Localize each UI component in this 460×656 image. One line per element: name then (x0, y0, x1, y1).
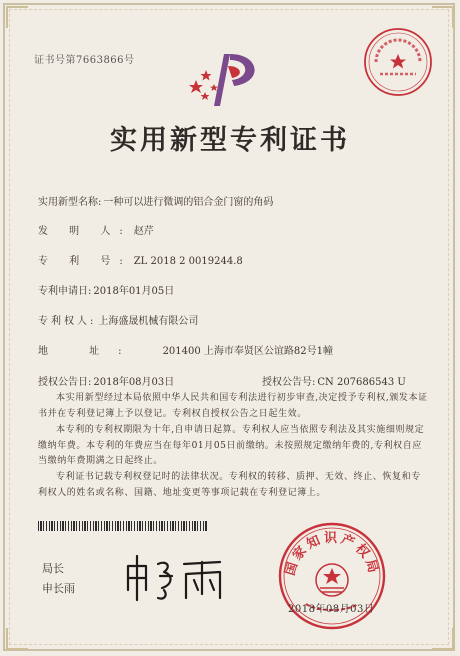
inventor-value: 赵芹 (133, 226, 154, 237)
director-name: 申长雨 (42, 582, 75, 595)
publication-number-value: CN 207686543 U (317, 377, 406, 388)
barcode (38, 521, 208, 531)
inventor-row (38, 222, 154, 237)
address-row (38, 342, 333, 357)
paragraph-legal-status: 专利证书记载专利权登记时的法律状况。专利权的转移、质押、无效、终止、恢复和专利权人的姓名或名称、国籍、地址变更等事项记载在专利登记簿上。 (38, 472, 421, 498)
publication-number-row (262, 373, 406, 388)
utility-model-name-label: 实用新型名称: (38, 197, 102, 208)
publication-date-row (38, 373, 174, 388)
publication-date-value: 2018年08月03日 (93, 377, 175, 388)
paragraph-grant: 本实用新型经过本局依照中华人民共和国专利法进行初步审查,决定授予专利权,颁发本证书并在专利登记簿上予以登记。专利权自授权公告之日起生效。 (38, 393, 428, 419)
patent-owner-row (38, 312, 198, 327)
cnipa-logo-icon (184, 48, 268, 110)
address-value: 201400 上海市奉贤区公谊路82号1幢 (162, 346, 334, 357)
official-seal-icon (276, 520, 388, 632)
paragraph-term: 本专利的专利权期限为十年,自申请日起算。专利权人应当依照专利法及其实施细则规定缴纳年费。本专利的年费应当在每年01月05日前缴纳。未按照规定缴纳年费的,专利权自应当缴纳年费期满之日起终止。 (38, 425, 425, 466)
certificate-title: 实用新型专利证书 (110, 125, 350, 156)
patent-number-label: 专 利 号: (38, 256, 132, 267)
corner-ornament (432, 628, 454, 650)
seal-text: 国家知识产权局 (282, 531, 382, 578)
application-date-label: 专利申请日: (38, 286, 92, 297)
inventor-label: 发 明 人: (38, 226, 132, 237)
application-date-row (38, 282, 174, 297)
corner-ornament (432, 6, 454, 28)
utility-model-name-row (38, 193, 273, 208)
corner-ornament (6, 628, 28, 650)
utility-model-name-value: 一种可以进行微调的铝合金门窗的角码 (103, 197, 274, 208)
publication-date-label: 授权公告日: (38, 377, 92, 388)
patent-number-row (38, 252, 243, 267)
patent-number-value: ZL 2018 2 0019244.8 (133, 256, 243, 267)
director-title: 局长 (42, 562, 64, 575)
agency-stamp-icon (362, 26, 434, 98)
address-label: 地 址: (38, 346, 141, 357)
corner-ornament (6, 6, 28, 28)
issue-date: 2018年08月03日 (288, 604, 375, 615)
publication-number-label: 授权公告号: (262, 377, 316, 388)
director-signature-icon (120, 546, 240, 606)
patent-owner-value: 上海盛晟机械有限公司 (98, 316, 199, 327)
certificate-number: 证书号第7663866号 (34, 55, 135, 66)
application-date-value: 2018年01月05日 (93, 286, 175, 297)
patent-owner-label: 专利权人: (38, 316, 97, 327)
